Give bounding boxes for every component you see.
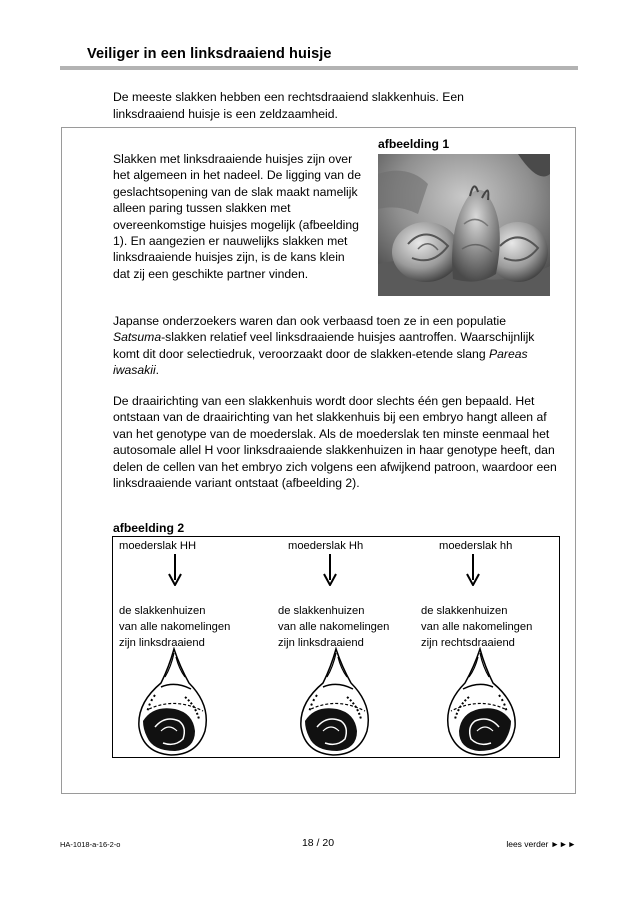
figure2-column-hh-dominant [117, 537, 257, 757]
right-coiled-shell-icon [441, 647, 519, 757]
figure1-photo [378, 154, 550, 296]
footer-code: HA-1018-a-16-2-o [60, 840, 121, 849]
result-line-3: zijn linksdraaiend [119, 637, 205, 650]
intro-text: De meeste slakken hebben een rechtsdraaiend slakkenhuis. Een linksdraaiend huisje is een zeldzaamheid. [113, 90, 464, 121]
arrow-down-icon [323, 554, 337, 586]
paragraph-3 [113, 393, 563, 491]
snails-mating-photo-icon [378, 154, 550, 296]
figure2-caption: afbeelding 2 [113, 521, 185, 535]
title-rule [60, 66, 578, 70]
left-coiled-shell-icon [297, 647, 375, 757]
figure2-column-hh-heterozygous [277, 537, 417, 757]
species-pareas: Pareas iwasakii [113, 346, 528, 378]
mother-genotype-label: moederslak HH [119, 540, 197, 552]
figure2-box [112, 536, 560, 758]
result-line-1: de slakkenhuizen [421, 605, 508, 617]
paragraph-3-text: De draairichting van een slakkenhuis wordt door slechts één gen bepaald. Het ontstaan van de draairichting van het slakkenhuis bij een embryo hangt alleen af van het genotype van de moederslak. Als de moederslak ten minste eenmaal het autosomale allel H voor linksdraaiende slakkenhuizen in haar genotype heeft, dan delen de cellen van het embryo zich volgens een afwijkend patroon, waardoor een linksdraaiende variant ontstaat (afbeelding 2). [113, 394, 557, 491]
page-number: 18 / 20 [301, 837, 335, 849]
result-line-1: de slakkenhuizen [278, 605, 365, 617]
left-coiled-shell-icon [135, 647, 213, 757]
page-title: Veiliger in een linksdraaiend huisje [87, 46, 332, 62]
offspring-result [421, 603, 532, 652]
continue-indicator: lees verder ►►► [506, 839, 576, 849]
arrow-down-icon [466, 554, 480, 586]
mother-genotype-label: moederslak Hh [288, 540, 364, 552]
paragraph-1-text: Slakken met linksdraaiende huisjes zijn over het algemeen in het nadeel. De ligging van de geslachtsopening van de slak maakt namelijk alleen paring tussen slakken met overeenkomstige huisjes mogelijk (afbeelding 1). En aangezien er nauwelijks slakken met linksdraaiende huisjes zijn, is de kans klein dat zij een geschikte partner vinden. [113, 152, 361, 281]
paragraph-1 [113, 151, 363, 282]
arrow-down-icon [168, 554, 182, 586]
figure2-column-hh-recessive [420, 537, 560, 757]
offspring-result [119, 603, 230, 652]
result-line-2: van alle nakomelingen [119, 621, 231, 634]
mother-genotype-label: moederslak hh [439, 540, 513, 552]
figure1-caption: afbeelding 1 [378, 137, 450, 151]
result-line-2: van alle nakomelingen [278, 621, 390, 634]
result-line-3: zijn rechtsdraaiend [421, 637, 515, 650]
offspring-result [278, 603, 389, 652]
result-line-2: van alle nakomelingen [421, 621, 533, 634]
paragraph-2 [113, 313, 553, 379]
paragraph-2-text-b: -slakken relatief veel linksdraaiende huisjes aantroffen. Waarschijnlijk komt dit door selectiedruk, veroorzaakt door de slakken-etende slang [113, 330, 535, 361]
result-line-1: de slakkenhuizen [119, 605, 206, 617]
species-satsuma: Satsuma [113, 330, 162, 345]
result-line-3: zijn linksdraaiend [278, 637, 364, 650]
paragraph-2-text-a: Japanse onderzoekers waren dan ook verbaasd toen ze in een populatie [113, 314, 506, 328]
paragraph-2-text-c: . [155, 363, 160, 378]
